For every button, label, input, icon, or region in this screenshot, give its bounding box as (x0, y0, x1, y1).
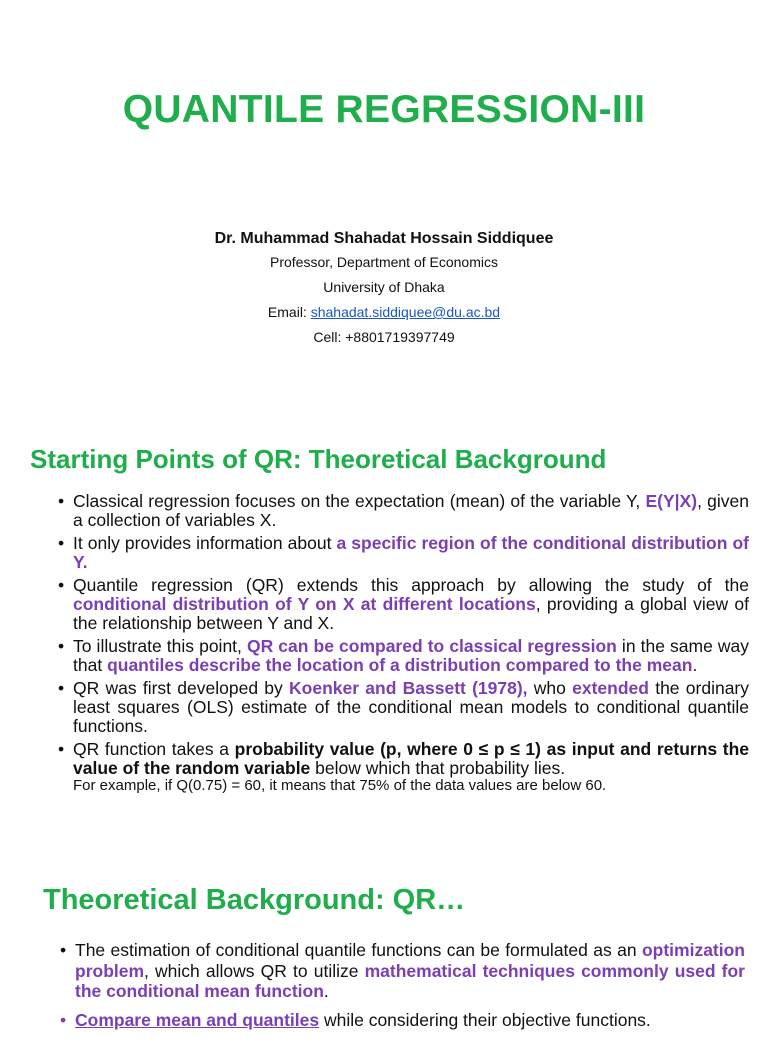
bullet-bold-text: probability value (p, where 0 ≤ p ≤ 1) as input and returns the value of the random variable (73, 739, 749, 778)
author-name: Dr. Muhammad Shahadat Hossain Siddiquee (214, 230, 554, 247)
bullet-highlight: optimization problem (75, 940, 745, 981)
bullet-icon: • (58, 533, 65, 554)
bullet-highlight: Koenker and Bassett (1978), (289, 678, 528, 699)
example-text: For example, if Q(0.75) = 60, it means that 75% of the data values are below 60. (73, 777, 607, 795)
bullet-text: To illustrate this point, (73, 636, 247, 657)
bullet-highlight: Compare mean and quantiles (75, 1009, 320, 1030)
bullet-icon: • (60, 940, 67, 960)
presentation-title: QUANTILE REGRESSION-III (122, 88, 646, 131)
slide-heading: Starting Points of QR: Theoretical Background (30, 444, 607, 474)
starting-points-slide (0, 432, 768, 852)
bullet-text: while considering their objective functions. (319, 1009, 651, 1030)
slide-heading: Theoretical Background: QR… (43, 884, 466, 916)
bullet-item (58, 740, 749, 795)
bullet-highlight: QR can be compared to classical regression (246, 636, 617, 657)
bullet-text: , given a collection of variables X. (73, 491, 749, 530)
bullet-icon: • (58, 491, 65, 511)
bullet-text: . (692, 654, 698, 675)
author-email-line (0, 300, 768, 325)
bullet-text: It only provides information about (73, 533, 337, 554)
bullet-text: , which allows QR to utilize (144, 960, 365, 981)
bullet-highlight: a specific region of the conditional distribution of Y. (73, 533, 749, 572)
bullet-list (58, 492, 749, 800)
theoretical-background-slide (0, 864, 768, 1030)
bullet-highlight: conditional distribution of Y on X at different locations (73, 593, 536, 614)
author-cell: Cell: +8801719397749 (313, 329, 455, 345)
title-slide (0, 0, 768, 420)
bullet-highlight: mathematical techniques commonly used for the conditional mean function (75, 960, 745, 1001)
bullet-text: QR was first developed by (73, 678, 290, 699)
bullet-highlight: E(Y|X) (645, 491, 698, 511)
bullet-text: the ordinary least squares (OLS) estimate of the conditional mean models to conditional quantile functions. (73, 678, 749, 736)
author-position: Professor, Department of Economics (270, 254, 498, 270)
bullet-text: Quantile regression (QR) extends this approach by allowing the study of the (73, 575, 749, 596)
bullet-text: , providing a global view of the relationship between Y and X. (73, 593, 749, 633)
bullet-item (58, 679, 749, 735)
bullet-highlight: extended (572, 678, 649, 699)
bullet-item (60, 940, 745, 1002)
bullet-item (58, 637, 749, 674)
bullet-text: who (527, 678, 573, 699)
bullet-text: . (323, 981, 329, 1001)
bullet-text: in the same way that (73, 636, 750, 675)
bullet-text: below which that probability lies. (310, 757, 566, 778)
bullet-icon: • (58, 636, 65, 657)
bullet-text: The estimation of conditional quantile functions can be formulated as an (75, 940, 642, 960)
bullet-item (58, 492, 749, 529)
bullet-item (58, 534, 749, 571)
email-label: Email: (267, 304, 311, 320)
bullet-text: QR function takes a (73, 739, 235, 760)
bullet-icon: • (60, 1009, 67, 1030)
author-block (0, 228, 768, 350)
author-university: University of Dhaka (323, 279, 445, 295)
bullet-item (60, 1010, 745, 1031)
bullet-icon: • (58, 575, 65, 596)
email-link[interactable]: shahadat.siddiquee@du.ac.bd (310, 304, 501, 320)
bullet-item (58, 576, 749, 632)
bullet-icon: • (58, 739, 65, 760)
bullet-icon: • (58, 678, 65, 699)
bullet-list (60, 940, 745, 1038)
bullet-text: Classical regression focuses on the expectation (mean) of the variable Y, (73, 491, 646, 511)
bullet-highlight: quantiles describe the location of a distribution compared to the mean (107, 654, 693, 675)
